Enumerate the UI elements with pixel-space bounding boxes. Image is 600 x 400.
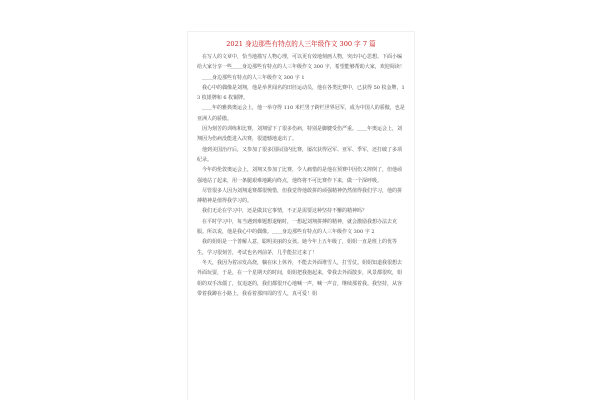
paragraph: 我的姐姐是一个善解人意，聪明美丽的女孩。她今年上五年级了，姐姐一直是班上的优等生，学习很刻苦，考试也名列前茅，几乎能拉过来了！ xyxy=(197,239,398,256)
paragraph: 他到美国治疗后，又参加了很多国际国内比赛，屡次获得冠军、亚军、季军，还打破了多项纪录。 xyxy=(197,146,403,163)
paragraph: 因为刻苦的训练和比赛，刘翔留下了很多伤病，特别是脚腱受伤严重。＿＿年奥运会上，刘翔因为伤病没能进入决赛，很遗憾地退出了。 xyxy=(197,126,403,143)
document-body xyxy=(188,52,414,299)
document-page xyxy=(188,32,414,400)
document-title: 2021 身边那些有特点的人三年级作文 300 字 7 篇 xyxy=(226,40,376,48)
paragraph: 我们无论在学习中，还是做其它事情，不正是需要这种坚持不懈的精神吗？ xyxy=(202,208,368,215)
paragraph: 冬天，我因为着凉发高烧，躺在床上休养，不能去外面堆雪人，打雪仗。姐姐知道我很想去外面玩耍，于是，在一个星期天的时间，姐姐把我抱起来，带我去外面散步，风景都很吹，姐姐的双手冻僵了，仅追逐的，我们都很开心地喊一声，喊一声音，继续那着我。我坚持，从容带着我蹲在小路上，我看着那四周的雪人，真可爱！姐 xyxy=(197,259,403,297)
paragraph: 在平时学习中，每当遇到难题想退缩时，一想起刘翔拼搏的精神，就会激励我想办法去克服。所以说，他是我心中的偶像。＿＿身边那些有特点的人三年级作文 300 字 2 xyxy=(197,218,398,236)
paragraph: ＿＿年的雅典奥运会上，他一举夺得 110 米栏男子跨栏世界冠军，成为中国人的骄傲，也是亚洲人的骄傲。 xyxy=(197,105,405,122)
paragraph-intro: 在写人的文章中，恰当地描写人物心理，可以更有效地刻画人物，突出中心思想。下面小编给大家分享一些＿＿身边那些有特点的人三年级作文 300 字，希望能够帮助大家，欢迎阅读！ xyxy=(197,54,405,71)
paragraph-heading-1: ＿＿身边那些有特点的人三年级作文 300 字 1 xyxy=(202,74,305,81)
paragraph: 我心中的偶像是刘翔，他是举世闻名的田径运动员，他在各类比赛中，已获得 50 枚金牌，13 枚银牌和 6 枚铜牌。 xyxy=(197,84,405,102)
paragraph: 尽管很多人因为刘翔退赛都很惋惜，但我觉得他敢拼的顽强精神仍然值得我们学习，他的拼搏精神是值得我学习的。 xyxy=(197,187,403,205)
paragraph: 今年的伦敦奥运会上，刘翔又参加了比赛，令人痛惜的是他在预赛中因伤又摔倒了，但他顽强地站了起来，用一条腿艰难地跳向终点，他终将不可比赛作下来，做一个深呼吸。 xyxy=(197,167,403,184)
